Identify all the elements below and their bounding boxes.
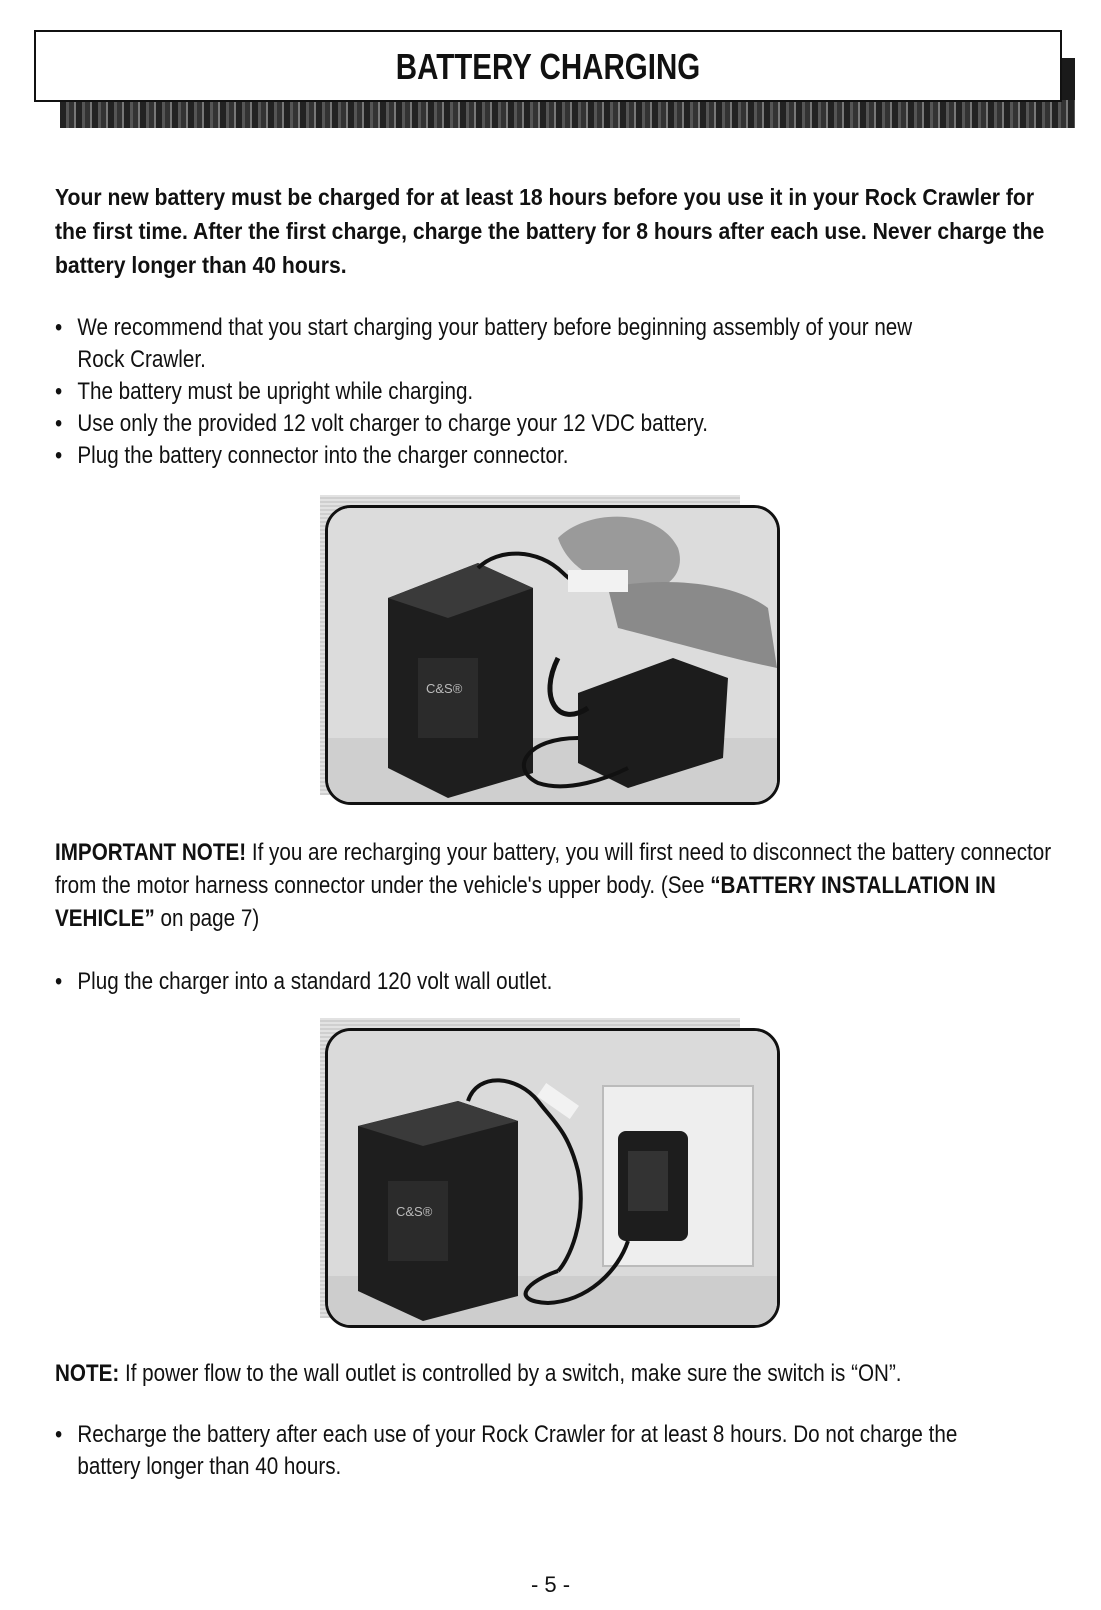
battery-brand-label: C&S®: [396, 1204, 433, 1219]
wall-outlet-bullets: [55, 966, 958, 998]
important-note-page: on page 7): [160, 905, 260, 932]
switch-note-label: NOTE:: [55, 1360, 120, 1387]
title-box: [34, 30, 1062, 102]
bullet-icon: •: [55, 1421, 63, 1448]
page-title: BATTERY CHARGING: [395, 46, 701, 87]
important-note-text: If you are recharging your battery, you will first need to disconnect the battery connector from the motor harness connector under the vehicle's upper body. (See: [55, 839, 1052, 899]
battery-charger-illustration: [328, 508, 777, 802]
title-shadow-bar: [60, 100, 1075, 128]
battery-charger-photo: [325, 505, 780, 805]
list-item: • Recharge the battery after each use of your Rock Crawler for at least 8 hours. Do not charge the battery longer than 40 hours.: [55, 1421, 958, 1480]
list-item: • Plug the charger into a standard 120 volt wall outlet.: [55, 966, 958, 998]
page-number: - 5 -: [530, 1572, 571, 1597]
important-note-label: IMPORTANT NOTE!: [55, 839, 247, 866]
list-item: • Plug the battery connector into the charger connector.: [55, 440, 958, 472]
intro-warning: Your new battery must be charged for at least 18 hours before you use it in your Rock Crawler for the first time. After the first charge, charge the battery for 8 hours after each use. Never charge the battery longer than 40 hours.: [55, 184, 1045, 278]
important-note: [55, 836, 1096, 935]
wall-outlet-photo: [325, 1028, 780, 1328]
charging-bullets: [55, 312, 958, 472]
bullet-icon: •: [55, 410, 63, 437]
bullet-icon: •: [55, 378, 63, 405]
recharge-bullets: [55, 1419, 958, 1483]
list-item: • The battery must be upright while charging.: [55, 376, 958, 408]
list-item: • We recommend that you start charging your battery before beginning assembly of your new Rock Crawler.: [55, 314, 913, 373]
bullet-icon: •: [55, 968, 63, 995]
bullet-icon: •: [55, 314, 63, 341]
list-item: • Use only the provided 12 volt charger to charge your 12 VDC battery.: [55, 408, 958, 440]
switch-note: [55, 1357, 1096, 1390]
battery-brand-label: C&S®: [426, 681, 463, 696]
important-note-reference: “BATTERY INSTALLATION IN VEHICLE”: [55, 872, 996, 932]
wall-outlet-illustration: [328, 1031, 777, 1325]
switch-note-text: If power flow to the wall outlet is controlled by a switch, make sure the switch is “ON”.: [124, 1360, 902, 1387]
bullet-icon: •: [55, 442, 63, 469]
